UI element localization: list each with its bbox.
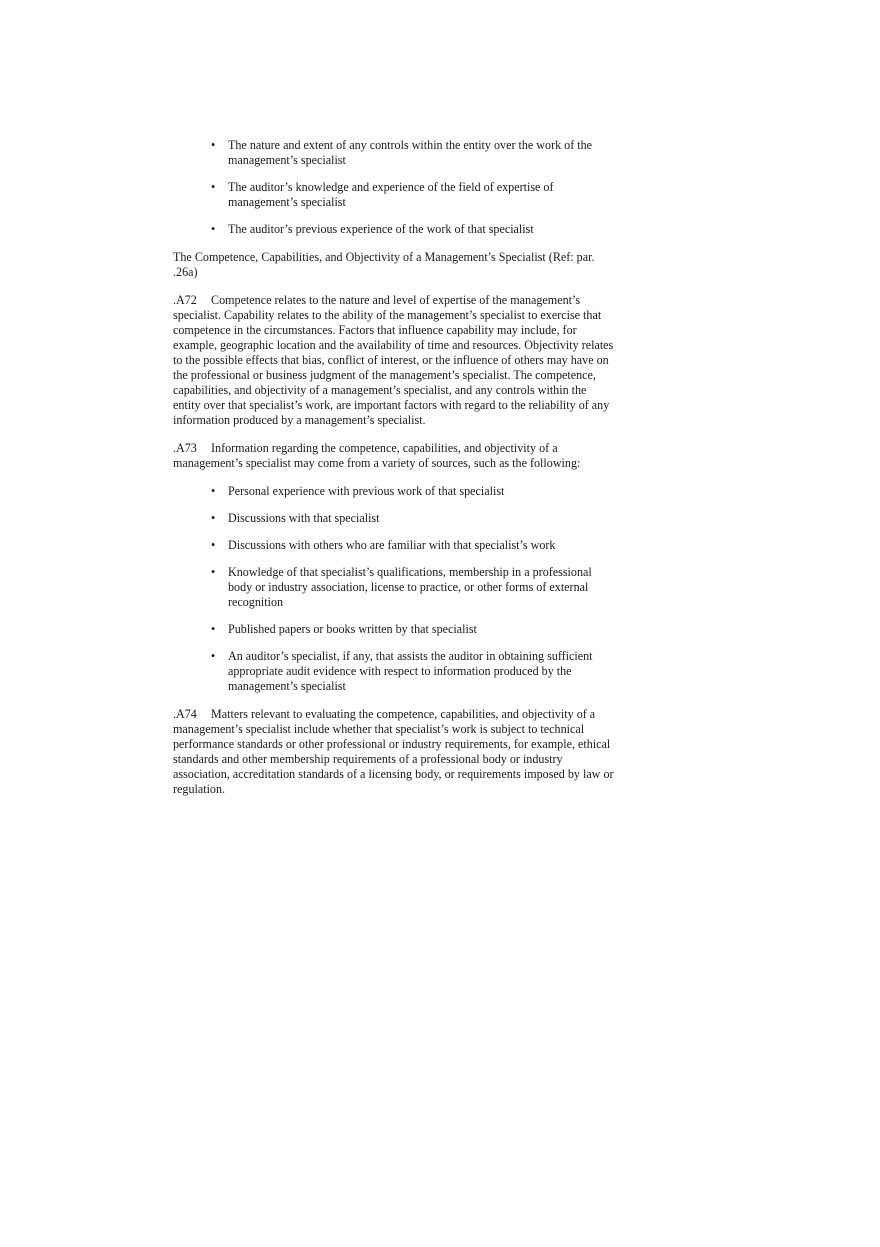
bullet-glyph: • xyxy=(211,538,216,552)
section-heading: The Competence, Capabilities, and Objectivity of a Management’s Specialist (Ref: par. .26a) xyxy=(173,250,595,279)
bullet-glyph: • xyxy=(211,484,216,498)
list-item-text: The auditor’s previous experience of the work of that specialist xyxy=(228,222,534,236)
list-item xyxy=(211,511,615,526)
list-item-text: The auditor’s knowledge and experience of the field of expertise of management’s specialist xyxy=(228,180,554,209)
bullet-glyph: • xyxy=(211,565,216,579)
list-item xyxy=(211,180,615,210)
bullet-glyph: • xyxy=(211,622,216,636)
bullet-glyph: • xyxy=(211,138,216,152)
list-item-text: Discussions with others who are familiar with that specialist’s work xyxy=(228,538,556,552)
paragraph-a73 xyxy=(173,441,615,471)
list-item xyxy=(211,138,615,168)
paragraph-number: .A72 xyxy=(173,293,197,307)
bullet-glyph: • xyxy=(211,649,216,663)
paragraph-a72 xyxy=(173,293,615,428)
list-item-text: The nature and extent of any controls within the entity over the work of the management’s specialist xyxy=(228,138,593,167)
list-item xyxy=(211,538,615,553)
list-item xyxy=(211,622,615,637)
paragraph-number: .A74 xyxy=(173,707,197,721)
paragraph-text: Matters relevant to evaluating the competence, capabilities, and objectivity of a management’s specialist include whether that specialist’s work is subject to technical performance standards or other professional or industry requirements, for example, ethical standards and other membership requirements of a professional body or industry association, accreditation standards of a licensing body, or requirements imposed by law or regulation. xyxy=(173,707,614,796)
paragraph-a74 xyxy=(173,707,615,797)
document-body xyxy=(173,138,615,810)
list-item-text: An auditor’s specialist, if any, that assists the auditor in obtaining sufficient appropriate audit evidence with respect to information produced by the management’s specialist xyxy=(228,649,593,693)
list-item xyxy=(211,222,615,237)
bullet-glyph: • xyxy=(211,180,216,194)
list-item xyxy=(211,484,615,499)
list-item xyxy=(211,649,615,694)
bullet-glyph: • xyxy=(211,511,216,525)
paragraph-text: Information regarding the competence, capabilities, and objectivity of a management’s specialist may come from a variety of sources, such as the following: xyxy=(173,441,581,470)
bullet-list-controls xyxy=(173,138,615,237)
bullet-glyph: • xyxy=(211,222,216,236)
list-item-text: Discussions with that specialist xyxy=(228,511,380,525)
paragraph-number: .A73 xyxy=(173,441,197,455)
bullet-list-sources xyxy=(173,484,615,694)
list-item-text: Published papers or books written by that specialist xyxy=(228,622,477,636)
list-item-text: Personal experience with previous work of that specialist xyxy=(228,484,505,498)
paragraph-text: Competence relates to the nature and level of expertise of the management’s specialist. Capability relates to the ability of the management’s specialist to exercise that competence in the circumstances. Factors that influence capability may include, for example, geographic location and the availability of time and resources. Objectivity relates to the possible effects that bias, conflict of interest, or the influence of others may have on the professional or business judgment of the management’s specialist. The competence, capabilities, and objectivity of a management’s specialist, and any controls within the entity over that specialist’s work, are important factors with regard to the reliability of any information produced by a management’s specialist. xyxy=(173,293,614,427)
list-item xyxy=(211,565,615,610)
list-item-text: Knowledge of that specialist’s qualifications, membership in a professional body or industry association, license to practice, or other forms of external recognition xyxy=(228,565,592,609)
